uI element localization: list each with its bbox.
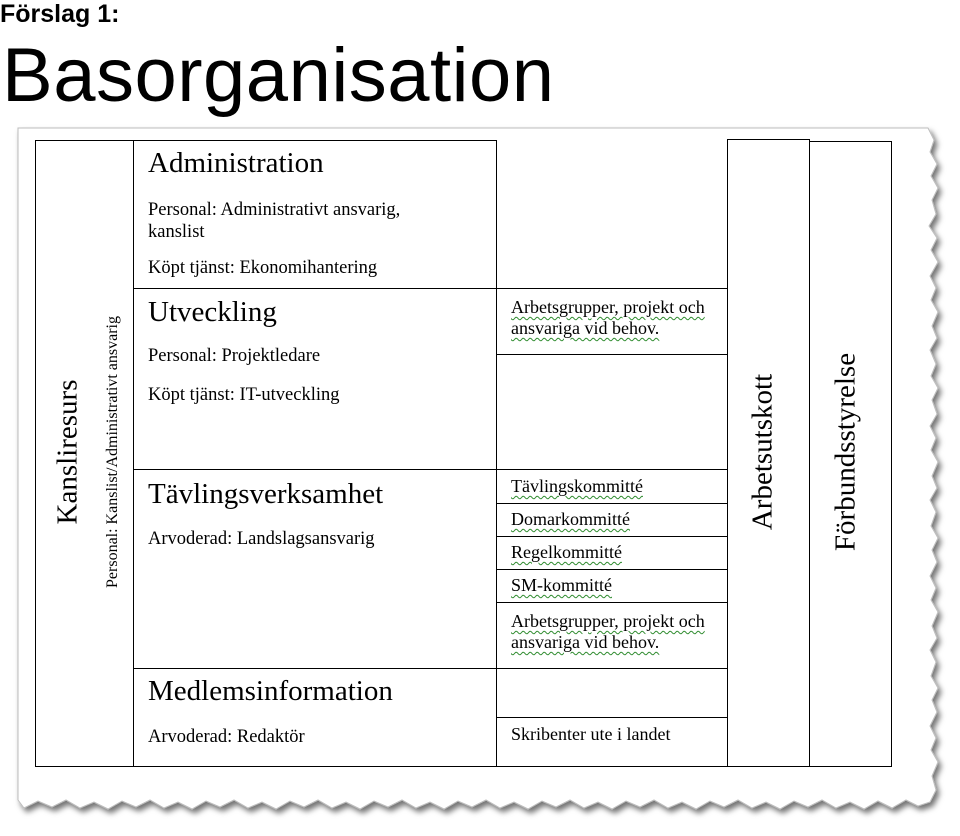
forbundsstyrelse-label: Förbundsstyrelse: [829, 352, 862, 552]
tavlingskommitte-label: Tävlingskommitté: [511, 476, 643, 496]
side-cell-empty-2: [496, 668, 728, 718]
slide-title: Basorganisation: [2, 33, 555, 118]
arbetsgrupper-2-line-1: Arbetsgrupper, projekt och: [511, 611, 705, 631]
administration-line-2: kanslist: [148, 222, 205, 242]
tavlingsverksamhet-line-1: Arvoderad: Landslagsansvarig: [148, 529, 375, 549]
arbetsgrupper-1-line-1: Arbetsgrupper, projekt och: [511, 297, 705, 317]
slide-kicker: Förslag 1:: [0, 0, 120, 28]
administration-line-3: Köpt tjänst: Ekonomihantering: [148, 258, 378, 278]
kansliresurs-title: Kansliresurs: [51, 379, 84, 525]
domarkommitte-label: Domarkommitté: [511, 509, 630, 529]
administration-title: Administration: [148, 147, 324, 179]
administration-line-1: Personal: Administrativt ansvarig,: [148, 200, 401, 220]
arbetsutskott-label: Arbetsutskott: [746, 373, 779, 531]
arbetsgrupper-2-line-2: ansvariga vid behov.: [511, 632, 660, 652]
kansliresurs-subtitle: Personal: Kanslist/Administrativt ansvarig: [104, 316, 121, 588]
utveckling-title: Utveckling: [148, 296, 277, 328]
regelkommitte-label: Regelkommitté: [511, 542, 622, 562]
skribenter-label: Skribenter ute i landet: [511, 724, 671, 744]
arbetsgrupper-1-line-2: ansvariga vid behov.: [511, 318, 660, 338]
tavlingsverksamhet-title: Tävlingsverksamhet: [148, 478, 384, 510]
medlemsinformation-line-1: Arvoderad: Redaktör: [148, 727, 305, 747]
sm-kommitte-label: SM-kommitté: [511, 575, 613, 595]
medlemsinformation-title: Medlemsinformation: [148, 675, 393, 707]
utveckling-line-2: Köpt tjänst: IT-utveckling: [148, 385, 340, 405]
utveckling-line-1: Personal: Projektledare: [148, 346, 321, 366]
side-cell-empty-1: [496, 354, 728, 470]
